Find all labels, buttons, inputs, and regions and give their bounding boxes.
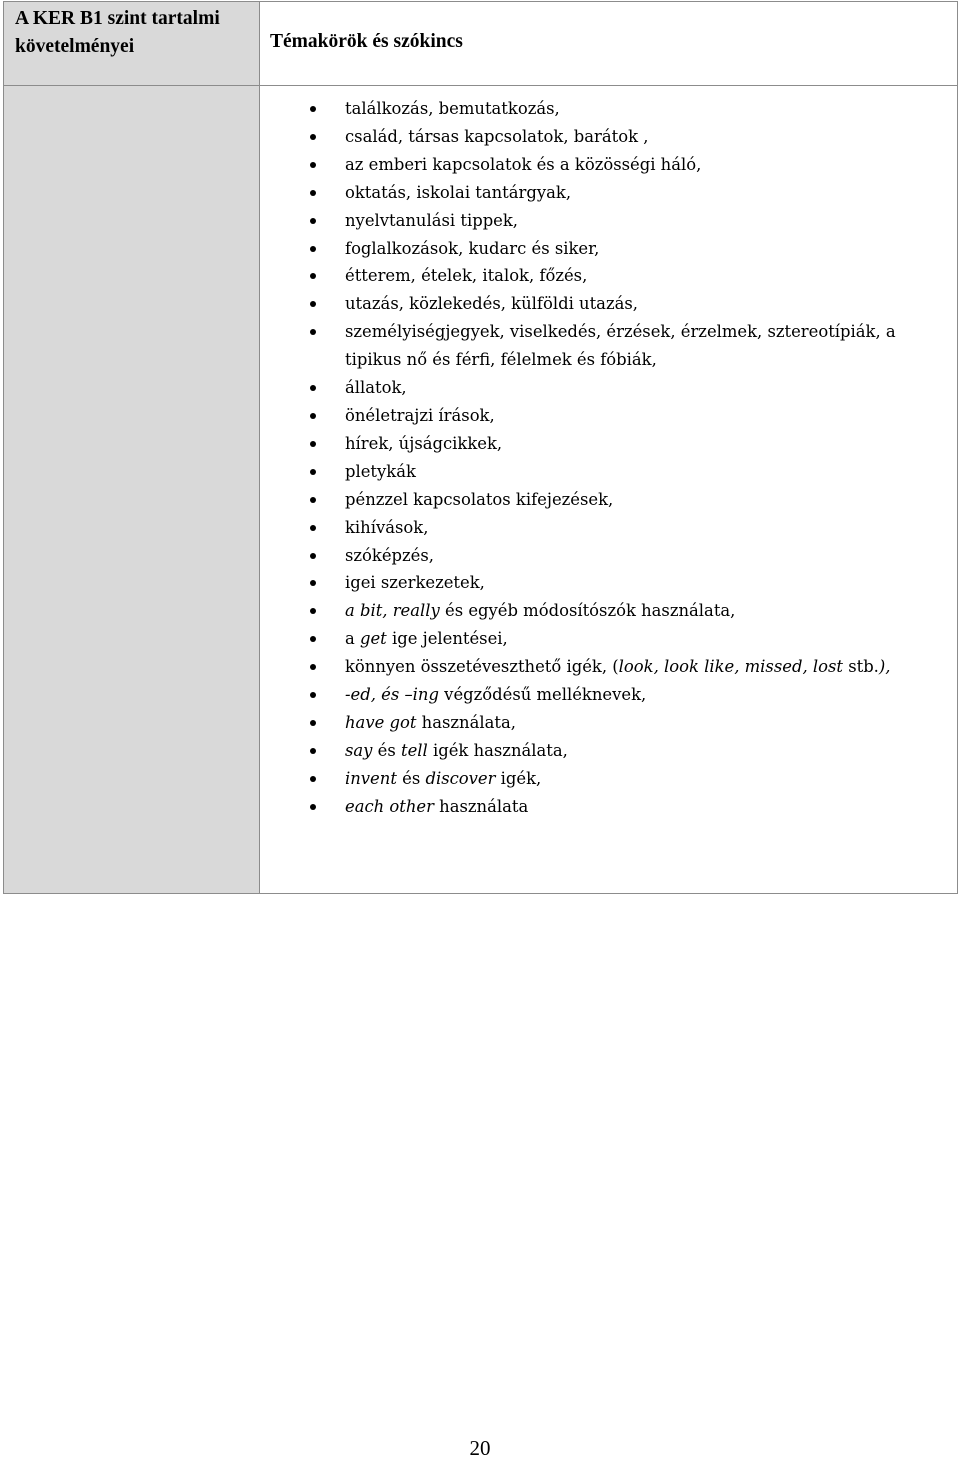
table-body-row <box>4 86 958 894</box>
list-item-say-tell <box>260 737 957 765</box>
list-item: pletykák <box>260 458 957 486</box>
page-number: 20 <box>469 1436 491 1460</box>
header-cell-topics: Témakörök és szókincs <box>260 2 958 86</box>
list-item: kihívások, <box>260 514 957 542</box>
list-item: család, társas kapcsolatok, barátok , <box>260 123 957 151</box>
item-text: a <box>345 629 360 649</box>
list-item: foglalkozások, kudarc és siker, <box>260 235 957 263</box>
item-text: és <box>396 768 426 788</box>
list-item: utazás, közlekedés, külföldi utazás, <box>260 290 957 318</box>
list-item: pénzzel kapcsolatos kifejezések, <box>260 486 957 514</box>
content-table <box>3 1 958 894</box>
list-item-get <box>260 625 957 653</box>
table-header-row <box>4 2 958 86</box>
list-item: hírek, újságcikkek, <box>260 430 957 458</box>
italic-term: say <box>345 740 373 760</box>
list-item: nyelvtanulási tippek, <box>260 207 957 235</box>
topics-list <box>260 86 957 821</box>
list-item-have-got <box>260 709 957 737</box>
list-item-each-other <box>260 793 957 821</box>
requirements-cell <box>4 86 260 894</box>
italic-term: discover <box>425 768 496 788</box>
header-cell-requirements: A KER B1 szint tartalmi követelményei <box>4 2 260 86</box>
list-item: az emberi kapcsolatok és a közösségi háló, <box>260 151 957 179</box>
list-item-modifiers <box>260 597 957 625</box>
list-item: találkozás, bemutatkozás, <box>260 95 957 123</box>
italic-term: have got <box>345 712 417 732</box>
list-item-confusable-verbs <box>260 653 957 681</box>
italic-term: tell <box>401 740 428 760</box>
list-item: szóképzés, <box>260 542 957 570</box>
italic-term: invent <box>345 768 397 788</box>
item-text: használata <box>433 796 529 816</box>
item-text: ige jelentései, <box>386 629 508 649</box>
item-text: stb. <box>842 657 879 677</box>
list-item: személyiségjegyek, viselkedés, érzések, érzelmek, sztereotípiák, a tipikus nő és férfi, félelmek és fóbiák, <box>260 318 957 374</box>
italic-term: -ed, és –ing <box>345 685 439 705</box>
italic-term: get <box>359 629 387 649</box>
list-item-invent-discover <box>260 765 957 793</box>
item-text: igék, <box>495 768 542 788</box>
topics-cell <box>260 86 958 894</box>
item-text: és <box>372 740 401 760</box>
item-text: igék használata, <box>427 740 568 760</box>
italic-term: each other <box>345 796 434 816</box>
list-item-ed-ing <box>260 681 957 709</box>
item-text: könnyen összetéveszthető igék, ( <box>345 657 619 677</box>
item-text: végződésű melléknevek, <box>438 685 647 705</box>
list-item: állatok, <box>260 374 957 402</box>
italic-term: look, look like, missed, lost <box>618 657 843 677</box>
list-item: oktatás, iskolai tantárgyak, <box>260 179 957 207</box>
list-item: igei szerkezetek, <box>260 569 957 597</box>
italic-term: ), <box>878 657 891 677</box>
item-text: és egyéb módosítószók használata, <box>439 601 736 621</box>
list-item: étterem, ételek, italok, főzés, <box>260 262 957 290</box>
italic-term: a bit, really <box>345 601 440 621</box>
list-item: önéletrajzi írások, <box>260 402 957 430</box>
item-text: használata, <box>416 712 516 732</box>
